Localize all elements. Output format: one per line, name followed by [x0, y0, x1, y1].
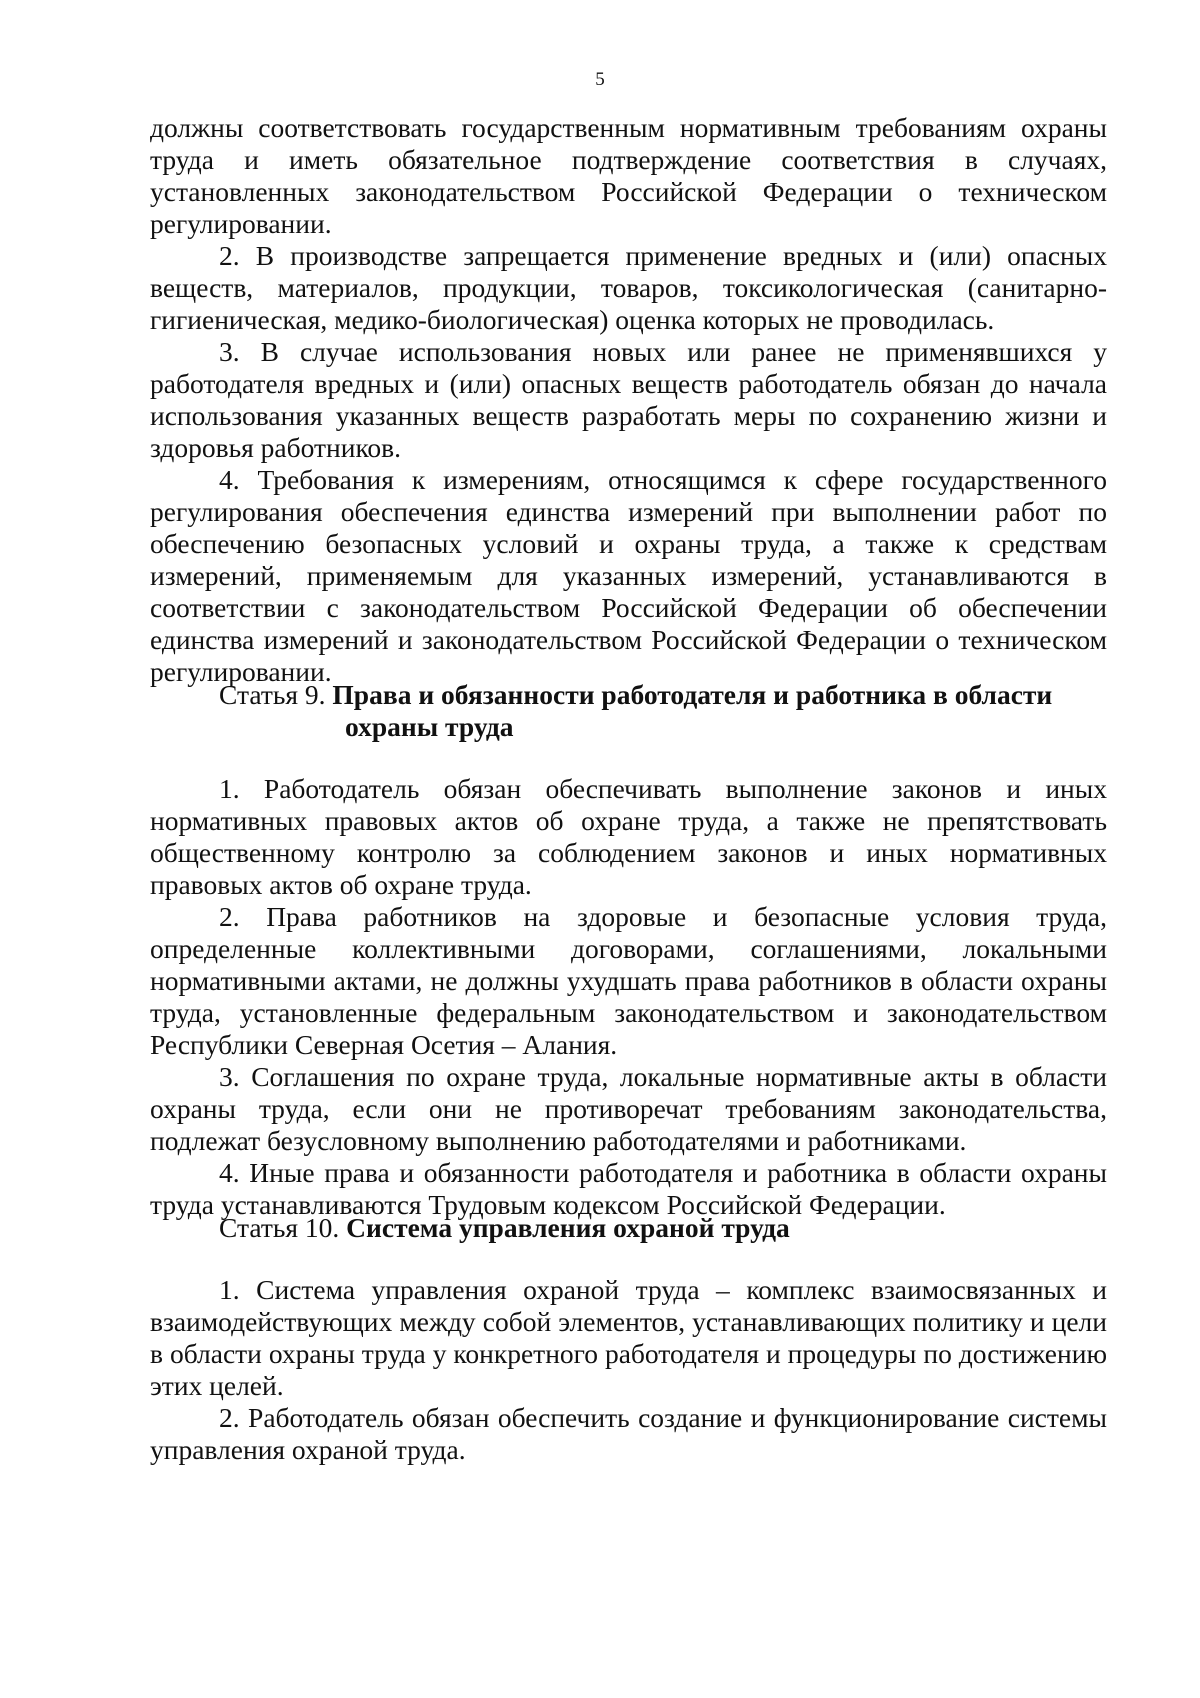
article-10-heading — [219, 1212, 1107, 1244]
paragraph: 3. Соглашения по охране труда, локальные нормативные акты в области охраны труда, если они не противоречат требованиям законодательства, подлежат безусловному выполнению работодателями и работниками. — [150, 1061, 1107, 1156]
article-10-body — [150, 1274, 1107, 1466]
article-9-label: Статья 9. — [219, 679, 326, 710]
article-9-title-continued: охраны труда — [345, 711, 514, 742]
page-number: 5 — [595, 69, 605, 90]
paragraph: 2. Права работников на здоровые и безопасные условия труда, определенные коллективными договорами, соглашениями, локальными нормативными актами, не должны ухудшать права работников в области охраны труда, установленные федеральным законодательством и законодательством Республики Северная Осетия – Алания. — [150, 901, 1107, 1060]
article-9-heading — [219, 679, 1107, 743]
paragraph: 2. В производстве запрещается применение вредных и (или) опасных веществ, материалов, продукции, товаров, токсикологическая (санитарно-гигиеническая, медико-биологическая) оценка которых не проводилась. — [150, 240, 1107, 335]
paragraph: 1. Система управления охраной труда – комплекс взаимосвязанных и взаимодействующих между собой элементов, устанавливающих политику и цели в области охраны труда у конкретного работодателя и процедуры по достижению этих целей. — [150, 1274, 1107, 1401]
article-10-label: Статья 10. — [219, 1212, 340, 1243]
paragraph: 2. Работодатель обязан обеспечить создание и функционирование системы управления охраной труда. — [150, 1402, 1107, 1465]
article-10-title: Система управления охраной труда — [346, 1212, 790, 1243]
paragraph: 4. Иные права и обязанности работодателя и работника в области охраны труда устанавливаются Трудовым кодексом Российской Федерации. — [150, 1157, 1107, 1220]
paragraph-continuation: должны соответствовать государственным нормативным требованиям охраны труда и иметь обязательное подтверждение соответствия в случаях, установленных законодательством Российской Федерации о техническом регулировании. — [150, 112, 1107, 239]
paragraph: 3. В случае использования новых или ранее не применявшихся у работодателя вредных и (или) опасных веществ работодатель обязан до начала использования указанных веществ разработать меры по сохранению жизни и здоровья работников. — [150, 336, 1107, 463]
paragraph: 1. Работодатель обязан обеспечивать выполнение законов и иных нормативных правовых актов об охране труда, а также не препятствовать общественному контролю за соблюдением законов и иных нормативных правовых актов об охране труда. — [150, 773, 1107, 900]
article-9-body — [150, 773, 1107, 1221]
intro-text-block — [150, 112, 1107, 688]
article-9-title: Права и обязанности работодателя и работника в области — [332, 679, 1053, 710]
paragraph: 4. Требования к измерениям, относящимся к сфере государственного регулирования обеспечения единства измерений при выполнении работ по обеспечению безопасных условий и охраны труда, а также к средствам измерений, применяемым для указанных измерений, устанавливаются в соответствии с законодательством Российской Федерации об обеспечении единства измерений и законодательством Российской Федерации о техническом регулировании. — [150, 464, 1107, 687]
